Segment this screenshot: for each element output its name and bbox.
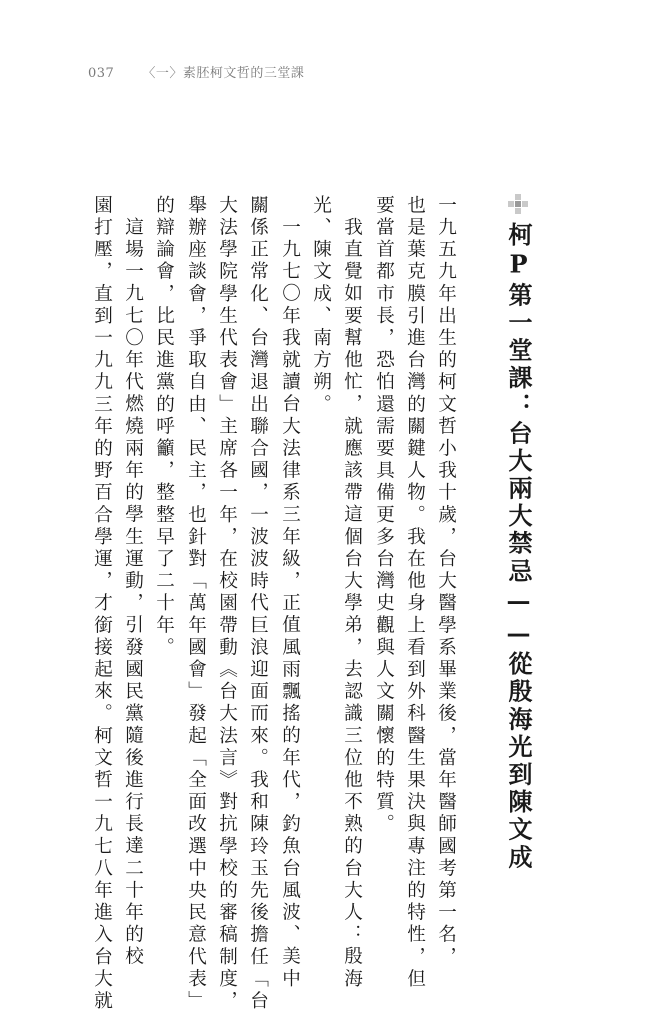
body-column: 關係正常化、台灣退出聯合國，一波波時代巨浪迎面而來。我和陳玲玉先後擔任「台 [247, 195, 269, 1013]
body-column: 這場一九七〇年代燃燒兩年的學生運動，引發國民黨隨後進行長達二十年的校 [122, 217, 144, 969]
body-column: 舉辦座談會，爭取自由、民主，也針對「萬年國會」發起「全面改選中央民意代表」 [185, 195, 207, 1013]
chapter-title: 柯P第一堂課：台大兩大禁忌——從殷海光到陳文成 [504, 222, 533, 872]
body-column: 要當首都市長，恐怕還需要具備更多台灣史觀與人文關懷的特質。 [373, 195, 395, 836]
page-number: 037 [88, 66, 115, 81]
body-column: 的辯論會，比民進黨的呼籲，整整早了二十年。 [153, 195, 175, 660]
body-column: 也是葉克膜引進台灣的關鍵人物。我在他身上看到外科醫生果決與專注的特性，但 [404, 195, 426, 991]
body-column: 我直覺如要幫他忙，就應該帶這個台大學弟，去認識三位他不熟的台大人：殷海 [341, 217, 363, 991]
body-column: 一九五九年出生的柯文哲小我十歲，台大醫學系畢業後，當年醫師國考第一名， [435, 195, 457, 969]
body-column: 園打壓，直到一九九三年的野百合學運，才銜接起來。柯文哲一九七八年進入台大就 [91, 195, 113, 1013]
body-column: 光、陳文成、南方朔。 [310, 195, 332, 416]
section-title: 〈一〉素胚柯文哲的三堂課 [142, 66, 305, 81]
body-column: 一九七〇年我就讀台大法律系三年級，正值風雨飄搖的年代，釣魚台風波、美中 [279, 217, 301, 991]
title-ornament-icon [507, 193, 529, 215]
running-head [88, 62, 304, 81]
body-column: 大法學院學生代表會」主席各一年，在校園帶動《台大法言》對抗學校的審稿制度， [216, 195, 238, 1013]
